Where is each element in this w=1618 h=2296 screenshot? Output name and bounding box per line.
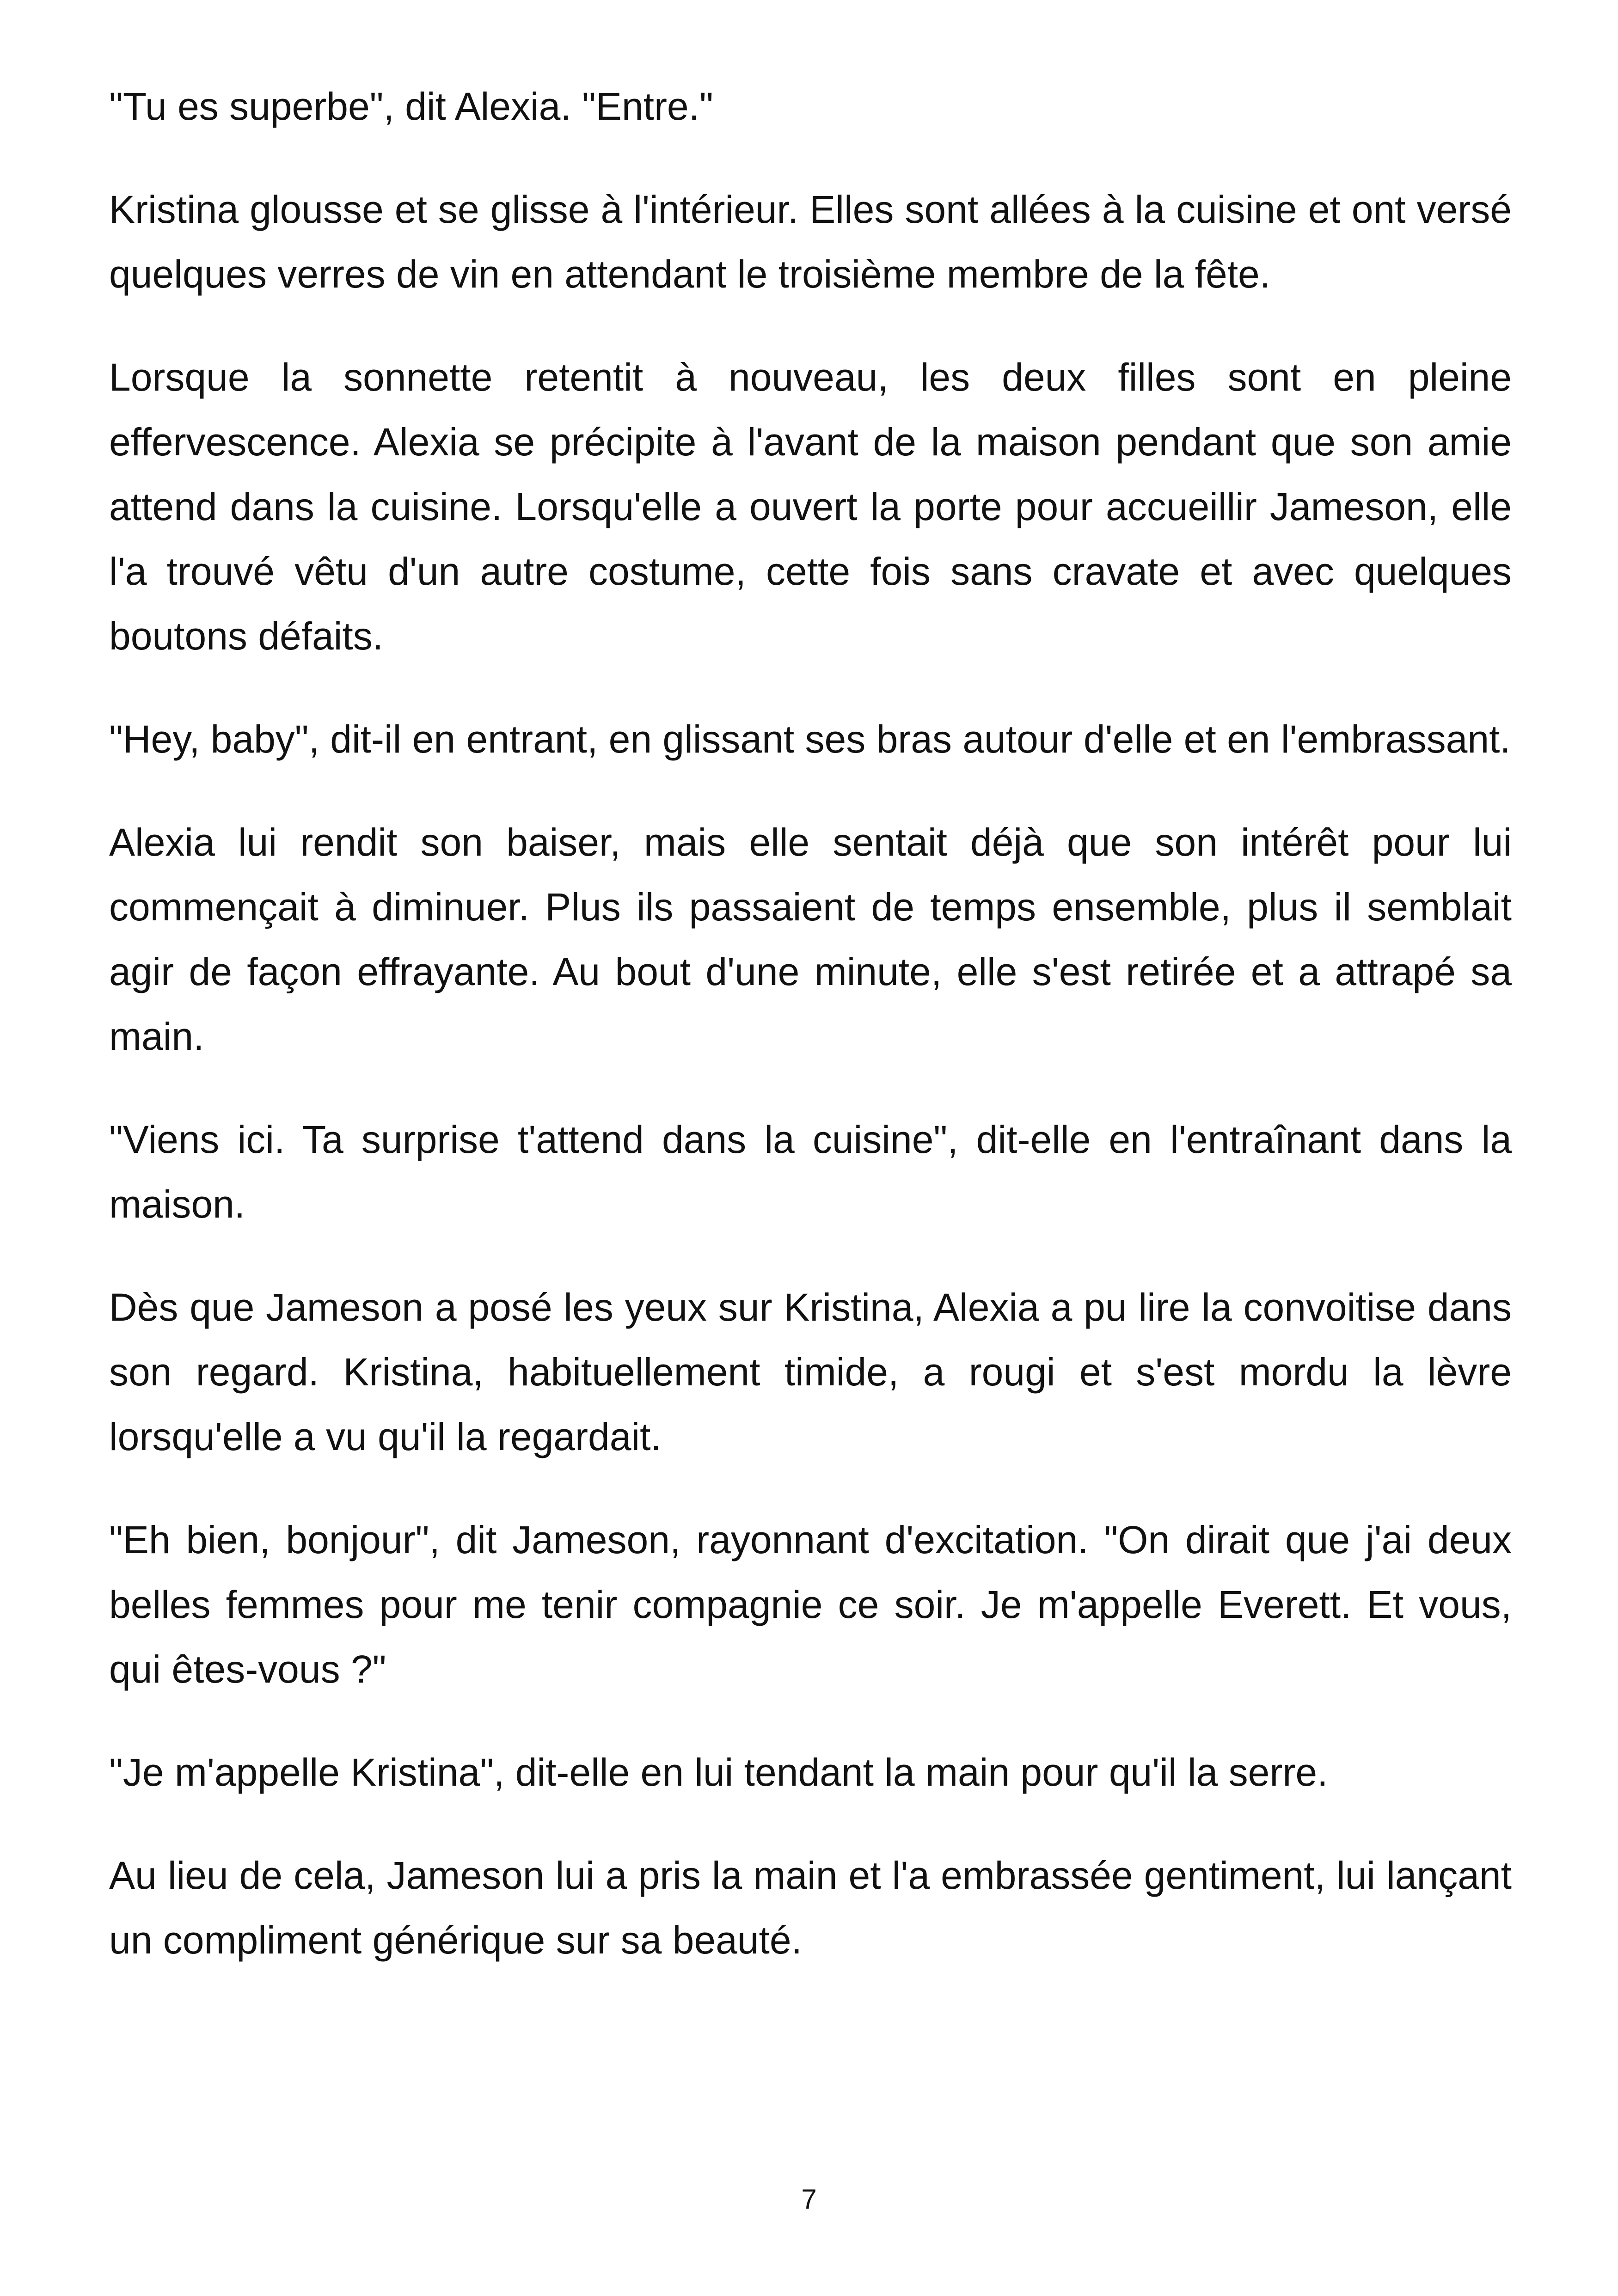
page-number: 7 (801, 2184, 817, 2215)
paragraph-1: "Tu es superbe", dit Alexia. "Entre." (109, 85, 713, 128)
paragraph-8: "Eh bien, bonjour", dit Jameson, rayonnant d'excitation. "On dirait que j'ai deux belles femmes pour me tenir compagnie ce soir. Je m'appelle Everett. Et vous, qui êtes-vous ?" (109, 1518, 1512, 1691)
paragraph-3: Lorsque la sonnette retentit à nouveau, les deux filles sont en pleine effervescence. Alexia se précipite à l'avant de la maison pendant que son amie attend dans la cuisine. Lorsqu'elle a ouvert la porte pour accueillir Jameson, elle l'a trouvé vêtu d'un autre costume, cette fois sans cravate et avec quelques boutons défaits. (109, 355, 1512, 658)
paragraph-6: "Viens ici. Ta surprise t'attend dans la cuisine", dit-elle en l'entraînant dans la maison. (109, 1118, 1512, 1226)
paragraph-2: Kristina glousse et se glisse à l'intérieur. Elles sont allées à la cuisine et ont versé quelques verres de vin en attendant le troisième membre de la fête. (109, 188, 1512, 296)
paragraph-4: "Hey, baby", dit-il en entrant, en glissant ses bras autour d'elle et en l'embrassant. (109, 717, 1511, 761)
paragraph-10: Au lieu de cela, Jameson lui a pris la main et l'a embrassée gentiment, lui lançant un compliment générique sur sa beauté. (109, 1854, 1512, 1962)
paragraph-7: Dès que Jameson a posé les yeux sur Kristina, Alexia a pu lire la convoitise dans son regard. Kristina, habituellement timide, a rougi et s'est mordu la lèvre lorsqu'elle a vu qu'il la regardait. (109, 1286, 1512, 1458)
paragraph-5: Alexia lui rendit son baiser, mais elle sentait déjà que son intérêt pour lui commençait à diminuer. Plus ils passaient de temps ensemble, plus il semblait agir de façon effrayante. Au bout d'une minute, elle s'est retirée et a attrapé sa main. (109, 820, 1512, 1058)
body-text (109, 74, 1512, 2011)
paragraph-9: "Je m'appelle Kristina", dit-elle en lui tendant la main pour qu'il la serre. (109, 1751, 1328, 1794)
